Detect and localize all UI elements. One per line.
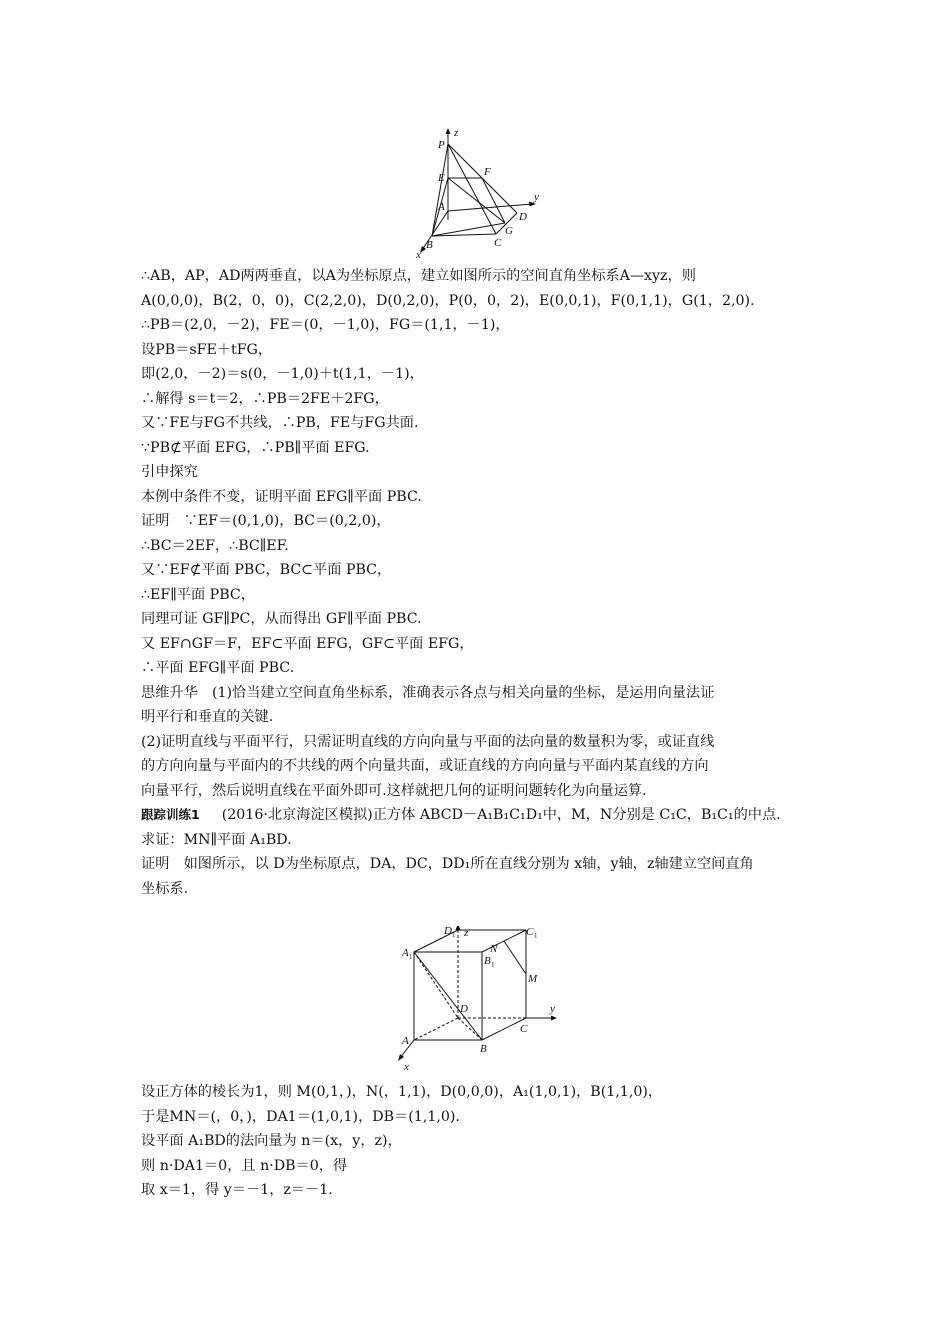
label-M: M (528, 973, 538, 985)
label-B: B (480, 1043, 487, 1055)
text-line: 本例中条件不变，证明平面 EFG∥平面 PBC. (141, 488, 422, 505)
label-x: x (416, 249, 421, 260)
text-line: 又∵EF⊄平面 PBC，BC⊂平面 PBC， (141, 562, 392, 578)
pyramid-diagram (410, 124, 550, 260)
edge-PC (448, 144, 496, 234)
text-line: ∴BC＝2EF，∴BC∥EF. (141, 537, 289, 554)
text-line: 同理可证 GF∥PC，从而得出 GF∥平面 PBC. (141, 611, 422, 627)
text-line: (2)证明直线与平面平行，只需证明直线的方向向量与平面的法向量的数量积为零，或证直线 (141, 733, 715, 750)
text-line: 设PB＝sFE＋tFG， (141, 341, 273, 358)
text-line: 思维升华 (1)恰当建立空间直角坐标系，准确表示各点与相关向量的坐标，是运用向量法证 (141, 684, 715, 701)
label-y: y (534, 191, 539, 203)
text-line: 设平面 A₁BD的法向量为 n＝(x，y，z)， (141, 1133, 402, 1149)
text-line: ∴解得 s＝t＝2，∴PB＝2FE＋2FG， (141, 390, 389, 407)
text-line: 坐标系. (141, 880, 189, 897)
tracking-text: (2016·北京海淀区模拟)正方体 ABCD－A₁B₁C₁D₁中，M，N分别是 C₁C，B₁C₁的中点. (221, 807, 781, 823)
text-line: 证明 ∵EF＝(0,1,0)，BC＝(0,2,0)， (141, 513, 391, 529)
segment-A1D (414, 952, 458, 1018)
text-line: 向量平行，然后说明直线在平面外即可.这样就把几何的证明问题转化为向量运算. (141, 782, 647, 799)
edge-DA (414, 1018, 458, 1040)
text-line: 又 EF∩GF＝F，EF⊂平面 EFG，GF⊂平面 EFG， (141, 635, 474, 652)
text-line: 证明 如图所示，以 D为坐标原点，DA，DC，DD₁所在直线分别为 x轴，y轴，z轴建立空间直角 (141, 856, 754, 872)
text-line: ∴EF∥平面 PBC， (141, 586, 255, 603)
solution-text-block (141, 264, 821, 901)
label-C1-sub: 1 (534, 932, 538, 940)
label-D1: D (444, 926, 452, 937)
text-line: A(0,0,0)，B(2，0，0)，C(2,2,0)，D(0,2,0)，P(0，0，2)，E(0,0,1)，F(0,1,1)，G(1，2,0). (141, 292, 755, 309)
cube-figure (394, 926, 564, 1072)
label-B1: B (484, 955, 491, 967)
y-axis (448, 204, 532, 211)
tracking-tag: 跟踪训练1 (141, 807, 200, 822)
text-line: 求证：MN∥平面 A₁BD. (141, 831, 292, 848)
label-C1: C (526, 926, 534, 938)
label-E: E (438, 172, 445, 184)
text-line: 则 n·DA1＝0，且 n·DB＝0，得 (141, 1157, 348, 1174)
label-z: z (464, 927, 469, 939)
text-line: ∴平面 EFG∥平面 PBC. (141, 660, 295, 676)
segment-DB (458, 1018, 482, 1040)
diagonal-A1B (414, 952, 482, 1040)
section-heading: 引申探究 (141, 464, 198, 480)
tracking-exercise-line (141, 803, 821, 828)
label-C: C (494, 237, 502, 249)
text-line: 设正方体的棱长为1，则 M(0,1，)，N(，1,1)，D(0,0,0)，A₁(1,0,1)，B(1,1,0)， (141, 1084, 663, 1100)
text-line: ∴AB，AP，AD两两垂直，以A为坐标原点，建立如图所示的空间直角坐标系A—xyz，则 (141, 268, 696, 284)
label-G: G (505, 225, 513, 237)
label-D: D (460, 1003, 468, 1015)
label-D: D (519, 211, 527, 223)
text-line: 明平行和垂直的关键. (141, 709, 274, 725)
text-line: ∵PB⊄平面 EFG，∴PB∥平面 EFG. (141, 439, 370, 456)
label-C: C (520, 1023, 528, 1035)
label-F: F (484, 166, 491, 178)
label-B1-sub: 1 (491, 961, 495, 969)
label-x: x (404, 1061, 409, 1072)
label-A1: A (402, 947, 409, 959)
label-N: N (490, 943, 498, 955)
segment-EG (448, 178, 505, 223)
cube-diagram (394, 926, 564, 1072)
label-z: z (454, 127, 459, 139)
text-line: 于是MN＝(，0，)，DA1＝(1,0,1)，DB＝(1,1,0). (141, 1108, 460, 1125)
text-line: 又∵FE与FG不共线，∴PB，FE与FG共面. (141, 415, 419, 431)
text-line: 取 x＝1，得 y＝－1，z＝－1. (141, 1182, 333, 1198)
text-line: 的方向向量与平面内的不共线的两个向量共面，或证直线的方向向量与平面内某直线的方向 (141, 758, 709, 774)
label-A1-sub: 1 (409, 953, 413, 961)
label-D1-sub: 1 (452, 931, 456, 939)
solution-text-block-2 (141, 1080, 821, 1203)
label-y: y (550, 1003, 555, 1015)
segment-FG (482, 178, 505, 223)
text-line: 即(2,0，－2)＝s(0，－1,0)＋t(1,1，－1)， (141, 366, 424, 382)
segment-NM (504, 941, 526, 974)
label-P: P (438, 139, 445, 151)
pyramid-figure (410, 124, 550, 260)
label-A: A (402, 1035, 409, 1047)
text-line: ∴PB＝(2,0，－2)，FE＝(0，－1,0)，FG＝(1,1，－1)， (141, 317, 510, 333)
label-B: B (426, 239, 433, 251)
label-A: A (438, 201, 445, 213)
